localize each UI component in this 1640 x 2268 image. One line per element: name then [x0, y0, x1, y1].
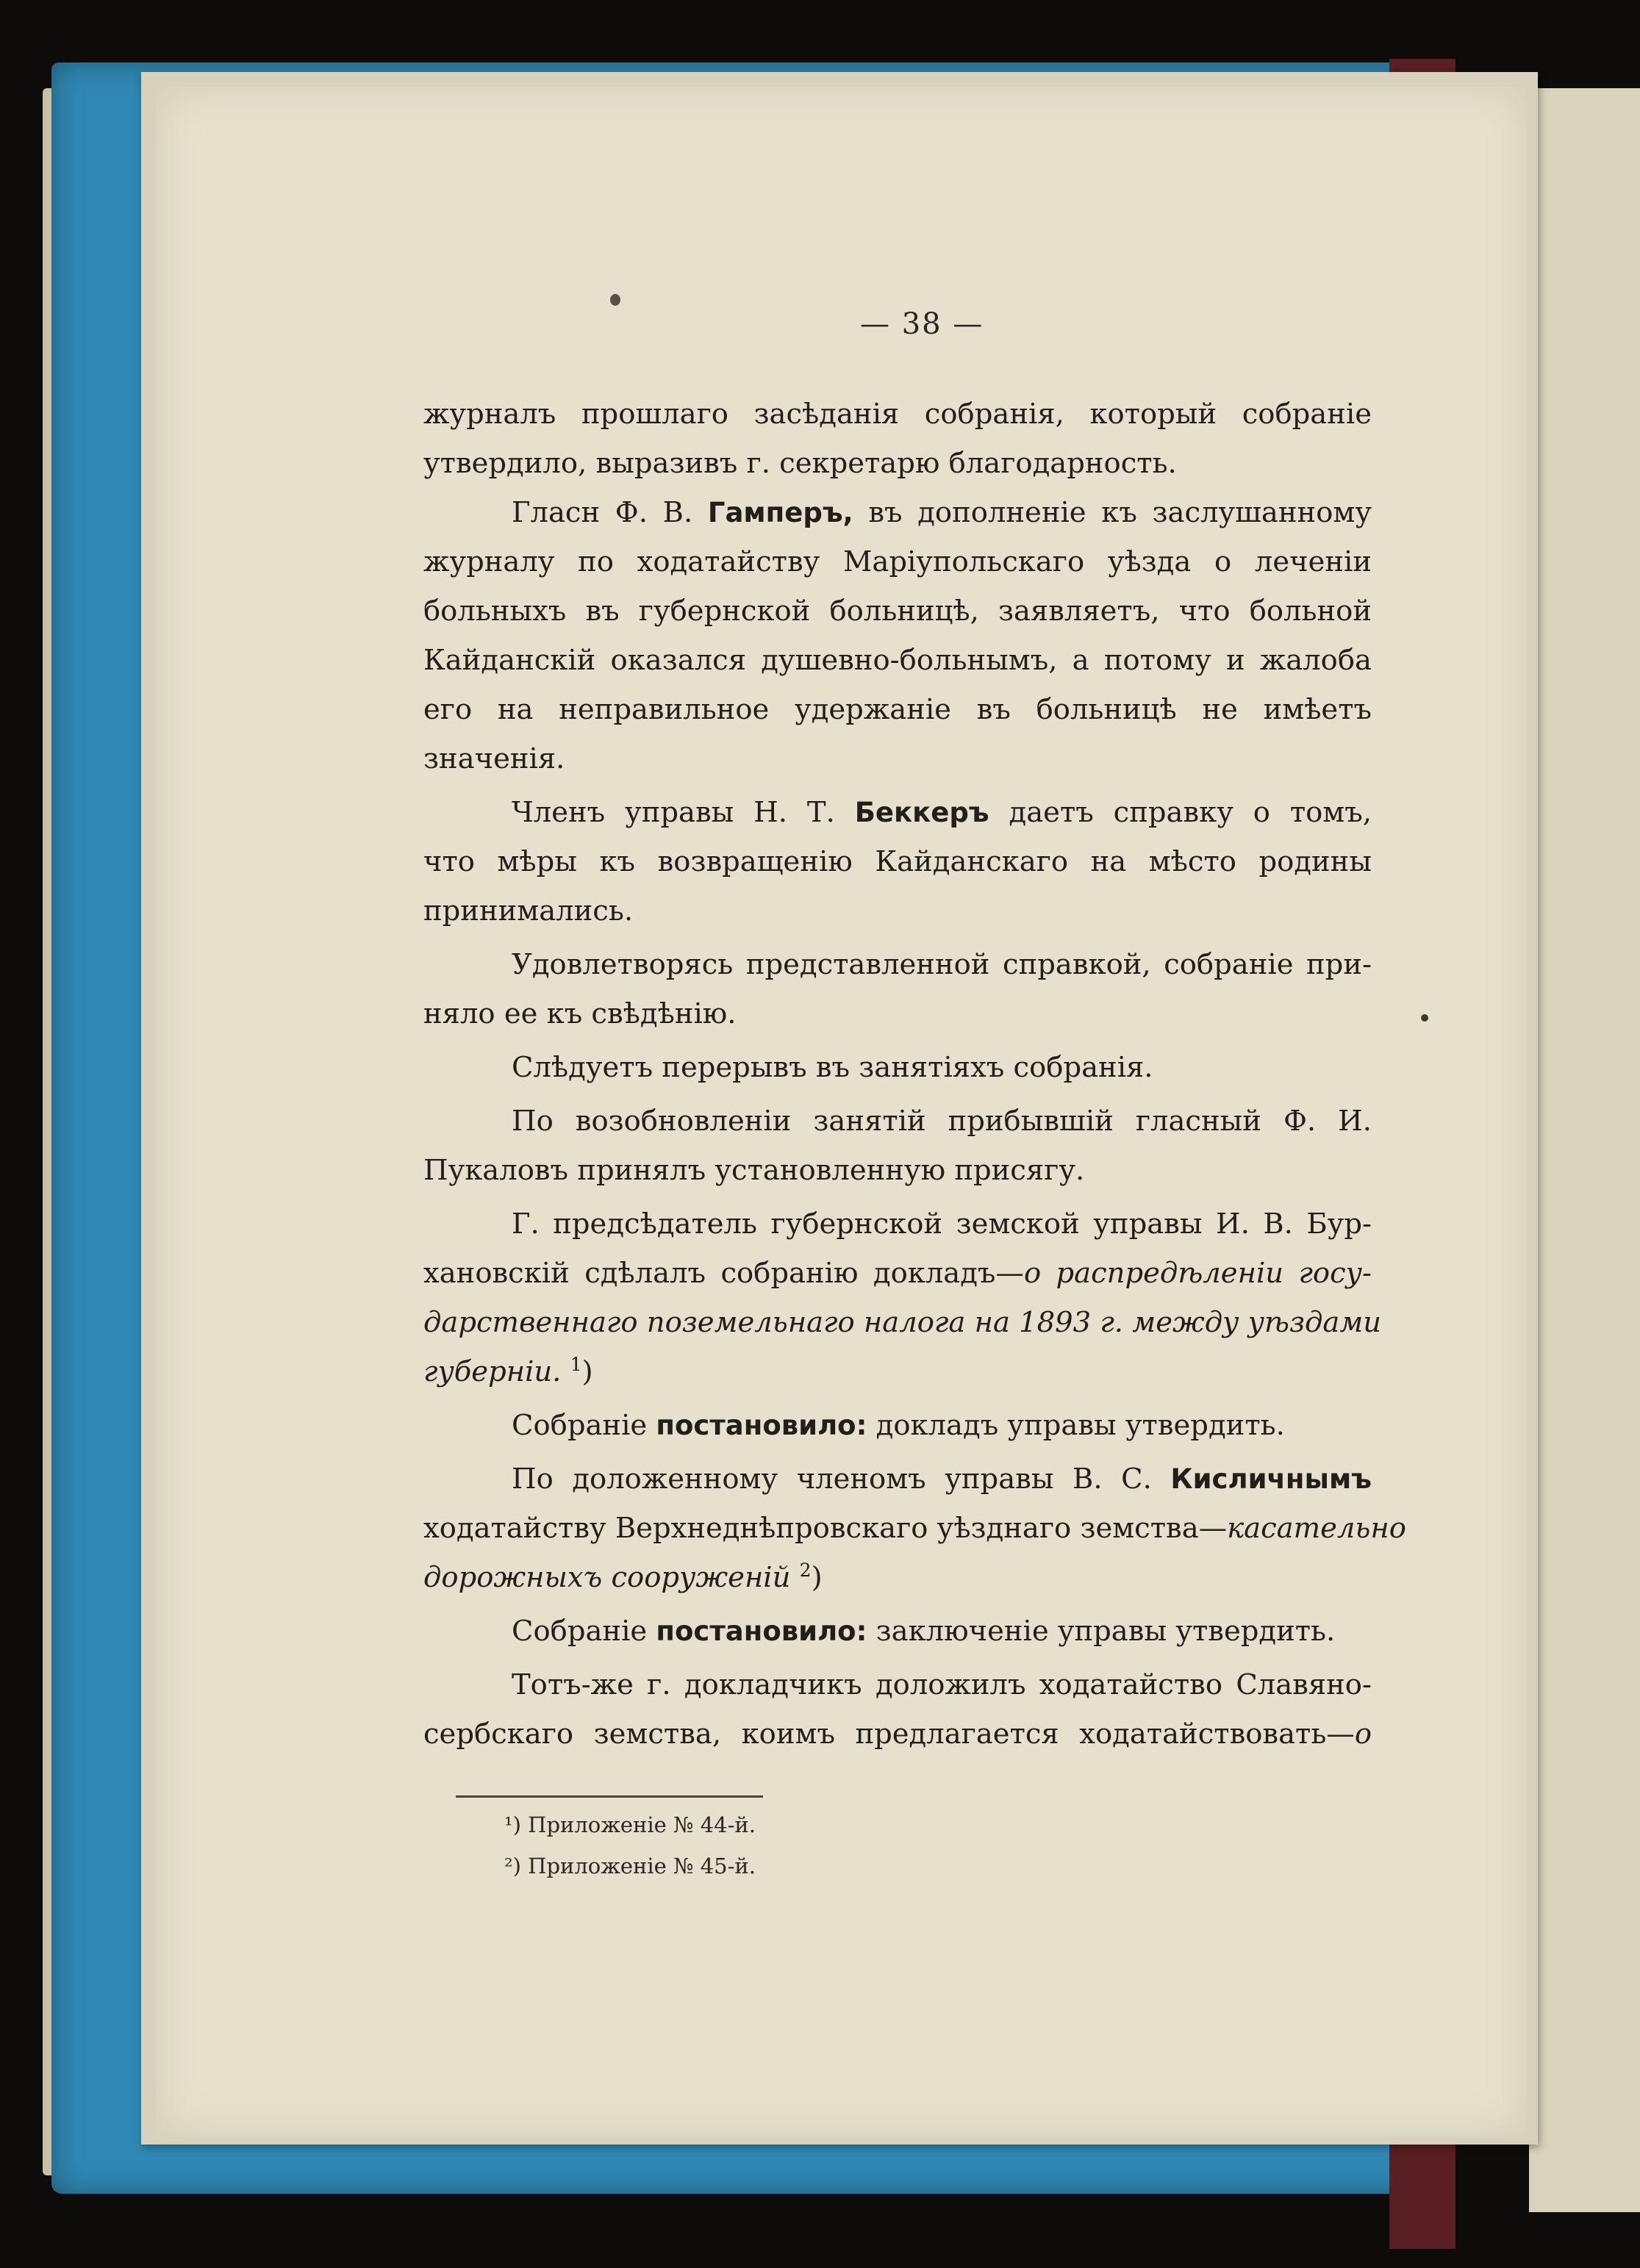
- text-line: что мѣры къ возвращенію Кайданскаго на мѣсто родины: [423, 845, 1372, 878]
- speaker-name: Беккеръ: [854, 797, 989, 828]
- text-line: дарственнаго поземельнаго налога на 1893 г. между уѣздами: [423, 1306, 1382, 1339]
- text-line: дорожныхъ сооруженій $^2$): [423, 1560, 823, 1594]
- facing-page-edge: [1529, 88, 1640, 2212]
- text-line: его на неправильное удержаніе въ больницѣ не имѣетъ: [423, 693, 1372, 726]
- text-line: Г. предсѣдатель губернской земской управы И. В. Бур-: [512, 1207, 1372, 1241]
- text-line: Тотъ-же г. докладчикъ доложилъ ходатайство Славяно-: [512, 1668, 1372, 1701]
- text-line: По возобновленіи занятій прибывшій гласный Ф. И.: [512, 1105, 1372, 1138]
- footnotes: [504, 1804, 756, 1887]
- resolution-keyword: постановило:: [656, 1615, 867, 1647]
- text-line: Членъ управы Н. Т. Беккеръ даетъ справку о томъ,: [512, 796, 1372, 829]
- text-line: Кайданскій оказался душевно-больнымъ, а потому и жалоба: [423, 644, 1372, 677]
- footnote-ref: 1: [570, 1354, 582, 1376]
- text-line: няло ее къ свѣдѣнію.: [423, 997, 737, 1030]
- text-line: сербскаго земства, коимъ предлагается ходатайствовать—о: [423, 1718, 1372, 1751]
- resolution-keyword: постановило:: [656, 1410, 867, 1441]
- text-line: Удовлетворясь представленной справкой, собраніе при-: [512, 948, 1372, 981]
- text-line: Гласн Ф. В. Гамперъ, въ дополненіе къ заслушанному: [512, 496, 1372, 529]
- text-line: Собраніе постановило: докладъ управы утвердить.: [512, 1409, 1285, 1442]
- footnote-divider: [456, 1795, 763, 1798]
- footnote: ²) Приложеніе № 45-й.: [504, 1853, 756, 1878]
- page-number: — 38 —: [860, 307, 984, 341]
- text-line: губерніи. $^1$): [423, 1354, 593, 1388]
- text-line: утвердило, выразивъ г. секретарю благодарность.: [423, 447, 1177, 480]
- speaker-name: Кисличнымъ: [1170, 1463, 1372, 1495]
- text-line: ходатайству Верхнеднѣпровскаго уѣзднаго земства—касательно: [423, 1512, 1406, 1545]
- text-line: Слѣдуетъ перерывъ въ занятіяхъ собранія.: [512, 1051, 1153, 1084]
- text-line: журналу по ходатайству Маріупольскаго уѣзда о леченіи: [423, 545, 1372, 578]
- text-line: значенія.: [423, 742, 565, 775]
- text-line: хановскій сдѣлалъ собранію докладъ—о распредѣленіи госу-: [423, 1257, 1372, 1290]
- footnote: ¹) Приложеніе № 44-й.: [504, 1812, 756, 1837]
- text-line: Пукаловъ принялъ установленную присягу.: [423, 1154, 1085, 1187]
- text-line: По доложенному членомъ управы В. С. Кисличнымъ: [512, 1463, 1372, 1496]
- body-text: [423, 390, 1406, 1759]
- text-line: Собраніе постановило: заключеніе управы утвердить.: [512, 1615, 1336, 1648]
- speaker-name: Гамперъ,: [707, 497, 853, 528]
- text-line: принимались.: [423, 894, 634, 927]
- footnote-ref: 2: [799, 1560, 812, 1582]
- text-line: больныхъ въ губернской больницѣ, заявляетъ, что больной: [423, 595, 1372, 628]
- text-line: журналъ прошлаго засѣданія собранія, который собраніе: [423, 398, 1372, 431]
- ink-dot: [1421, 1014, 1428, 1022]
- ink-blot: [610, 294, 620, 306]
